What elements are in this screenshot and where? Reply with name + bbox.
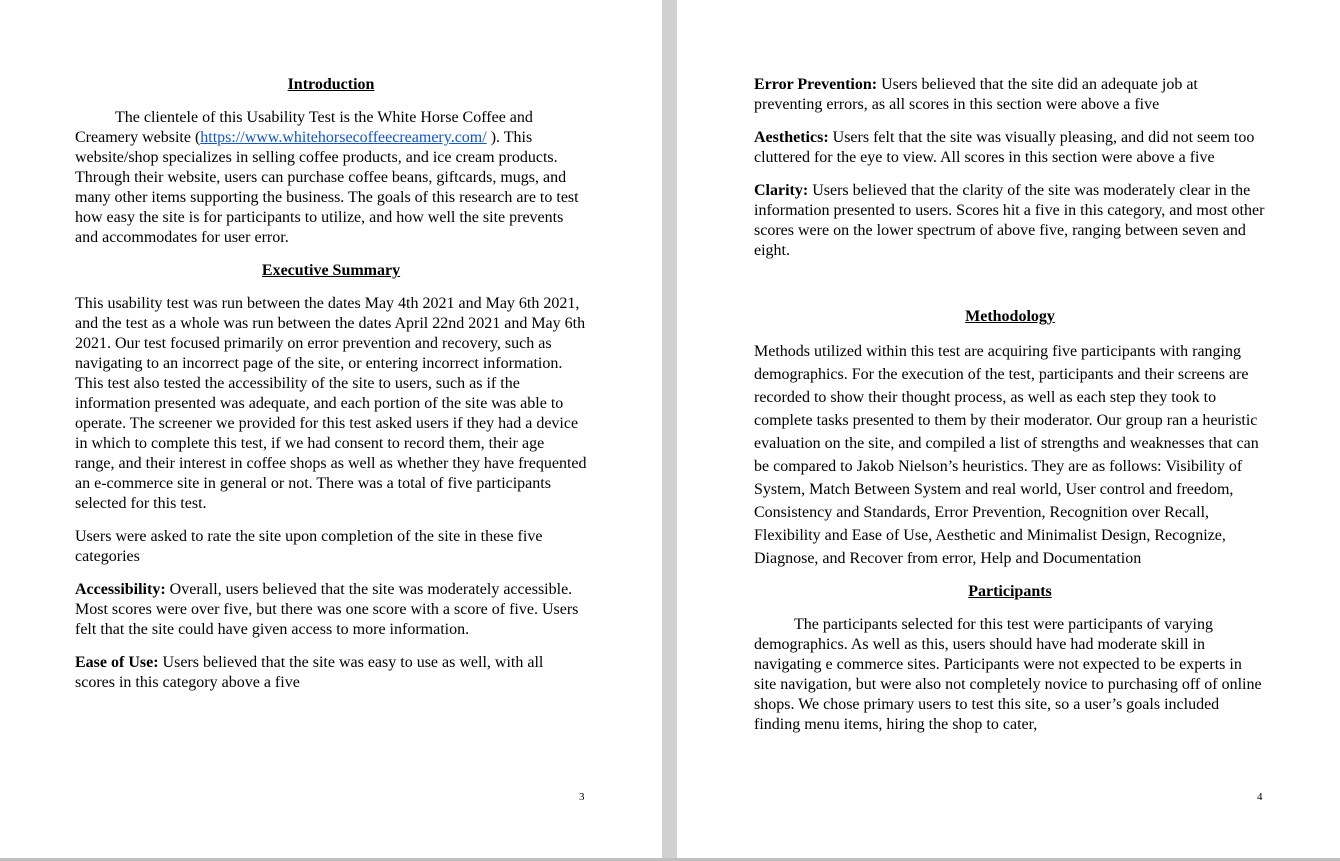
aesthetics-text: Users felt that the site was visually pleasing, and did not seem too cluttered for the eye to view. All scores in this section were above a five bbox=[754, 129, 1255, 166]
participants-paragraph: The participants selected for this test were participants of varying demographics. As well as this, users should have had moderate skill in navigating e commerce sites. Participants were not expected to be experts in site navigation, but were also not completely novice to purchasing off of online shops. We chose primary users to test this site, so a user’s goals included finding menu items, hiring the shop to cater, bbox=[754, 616, 1262, 733]
methodology-heading: Methodology bbox=[965, 308, 1055, 325]
page-number: 4 bbox=[1257, 791, 1263, 803]
page-number: 3 bbox=[579, 791, 585, 803]
intro-text-end: ). This website/shop specializes in selling coffee products, and ice cream products. Through their website, users can purchase coffee beans, giftcards, mugs, and many other items supporting the business. The goals of this research are to test how easy the site is for participants to utilize, and how well the site prevents and accommodates for user error. bbox=[75, 129, 579, 246]
error-prevention-paragraph bbox=[754, 75, 1266, 115]
error-prevention-text: Users believed that the site did an adequate job at preventing errors, as all scores in this section were above a five bbox=[754, 76, 1198, 113]
clarity-text: Users believed that the clarity of the site was moderately clear in the information presented to users. Scores hit a five in this category, and most other scores were on the lower spectrum of above five, ranging between seven and eight. bbox=[754, 182, 1265, 259]
website-link[interactable]: https://www.whitehorsecoffeecreamery.com/ bbox=[200, 129, 487, 146]
accessibility-paragraph bbox=[75, 580, 587, 640]
ease-of-use-text: Users believed that the site was easy to use as well, with all scores in this category above a five bbox=[75, 654, 544, 691]
page-4-content bbox=[754, 75, 1266, 735]
document-page-4 bbox=[677, 0, 1340, 858]
intro-text-start: The clientele of this Usability Test is the White Horse Coffee and Creamery website ( bbox=[75, 109, 533, 146]
introduction-paragraph bbox=[75, 108, 587, 248]
ease-of-use-paragraph bbox=[75, 653, 587, 693]
rating-intro-paragraph: Users were asked to rate the site upon completion of the site in these five categories bbox=[75, 528, 543, 565]
aesthetics-paragraph bbox=[754, 128, 1266, 168]
executive-summary-paragraph: This usability test was run between the dates May 4th 2021 and May 6th 2021, and the test as a whole was run between the dates April 22nd 2021 and May 6th 2021. Our test focused primarily on error prevention and recovery, such as navigating to an incorrect page of the site, or entering incorrect information. This test also tested the accessibility of the site to users, such as if the information presented was adequate, and each portion of the site was able to operate. The screener we provided for this test asked users if they had a device in which to complete this test, if we had consent to record them, their age range, and their interest in coffee shops as well as whether they have frequented an e-commerce site in general or not. There was a total of five participants selected for this test. bbox=[75, 295, 587, 512]
document-page-3 bbox=[0, 0, 662, 858]
page-gutter bbox=[662, 0, 677, 861]
methodology-paragraph: Methods utilized within this test are acquiring five participants with ranging demographics. For the execution of the test, participants and their screens are recorded to show their thought process, as well as each step they took to complete tasks presented to them by their moderator. Our group ran a heuristic evaluation on the site, and compiled a list of strengths and weaknesses that can be compared to Jakob Nielson’s heuristics. They are as follows: Visibility of System, Match Between System and real world, User control and freedom, Consistency and Standards, Error Prevention, Recognition over Recall, Flexibility and Ease of Use, Aesthetic and Minimalist Design, Recognize, Diagnose, and Recover from error, Help and Documentation bbox=[754, 343, 1259, 567]
clarity-paragraph bbox=[754, 181, 1266, 261]
accessibility-term: Accessibility: bbox=[75, 581, 166, 598]
aesthetics-term: Aesthetics: bbox=[754, 129, 829, 146]
introduction-heading: Introduction bbox=[287, 76, 375, 93]
participants-heading: Participants bbox=[968, 583, 1052, 600]
executive-summary-heading: Executive Summary bbox=[261, 262, 401, 279]
accessibility-text: Overall, users believed that the site was moderately accessible. Most scores were over five, but there was one score with a score of five. Users felt that the site could have given access to more information. bbox=[75, 581, 579, 638]
page-3-content bbox=[75, 75, 587, 693]
ease-of-use-term: Ease of Use: bbox=[75, 654, 159, 671]
error-prevention-term: Error Prevention: bbox=[754, 76, 878, 93]
clarity-term: Clarity: bbox=[754, 182, 809, 199]
